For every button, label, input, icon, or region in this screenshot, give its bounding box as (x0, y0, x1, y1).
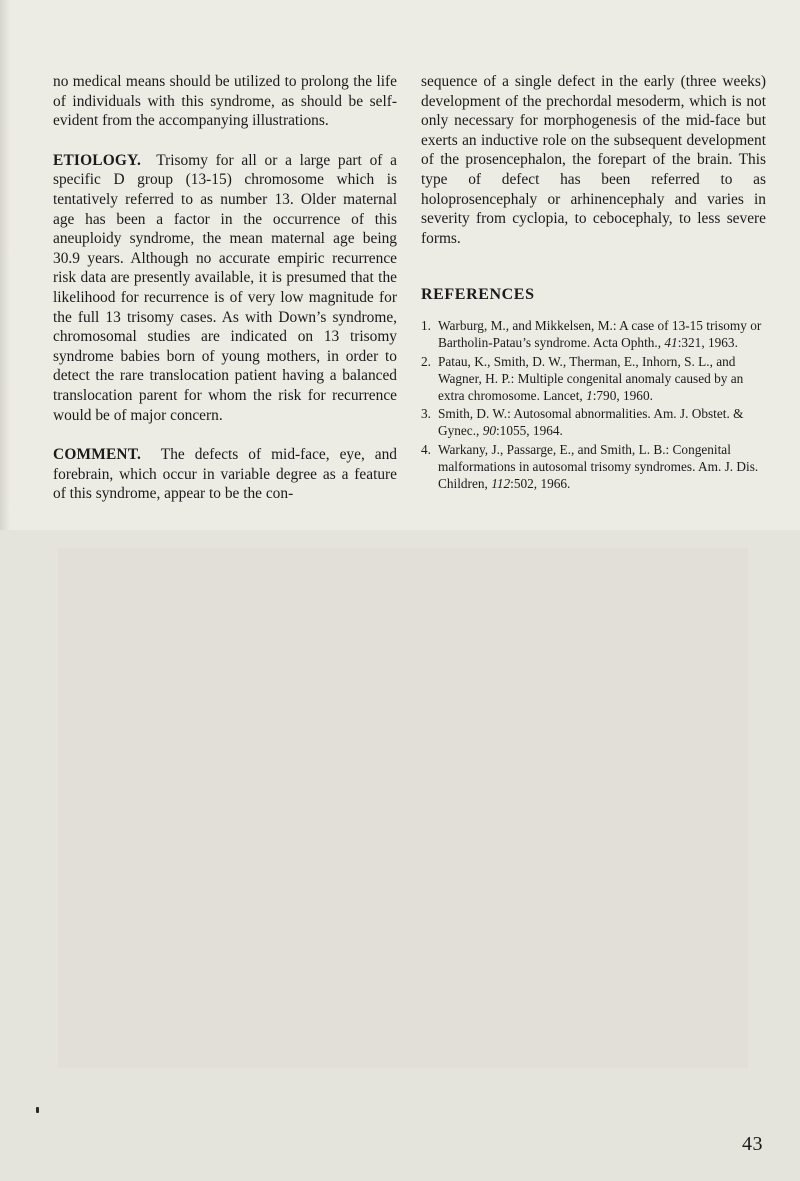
reference-volume: 1 (586, 387, 593, 403)
reference-number: 4. (421, 441, 431, 457)
reference-text: Smith, D. W.: Autosomal abnormalities. Am. J. Obstet. & Gynec., 90:1055, 1964. (438, 406, 744, 439)
reference-text: Warburg, M., and Mikkelsen, M.: A case of 13-15 trisomy or Bartholin-Patau’s syndrome. Acta Ophth., 41:321, 1963. (438, 318, 762, 351)
reference-number: 2. (421, 353, 431, 369)
faint-show-through-figure (58, 548, 748, 1068)
right-text-column (421, 72, 766, 494)
etiology-heading: ETIOLOGY. (53, 151, 142, 169)
references-list (421, 318, 766, 492)
page-number: 43 (742, 1133, 763, 1155)
etiology-text: Trisomy for all or a large part of a specific D group (13-15) chromosome which is tentatively referred to as number 13. Older maternal age has been a factor in the occurrence of this aneuploidy syndrome, the mean maternal age being 30.9 years. Although no accurate empiric recurrence risk data are presently available, it is presumed that the likelihood for recurrence is of very low magnitude for the full 13 trisomy cases. As with Down’s syndrome, chromosomal studies are indicated on 13 trisomy syndrome babies born of young mothers, in order to detect the rare translocation patient having a balanced translocation parent for whom the risk for recurrence would be of major concern. (53, 151, 397, 424)
references-heading: REFERENCES (421, 286, 535, 304)
reference-item (421, 354, 766, 404)
comment-continued-paragraph: sequence of a single defect in the early (three weeks) development of the prechordal mesoderm, which is not only necessary for morphogenesis of the mid-face but exerts an inductive role on the subsequent development of the prosencephalon, the forepart of the brain. This type of defect has been referred to as holoprosencephaly or arhinencephaly and varies in severity from cyclopia, to cebocephaly, to less severe forms. (421, 73, 766, 247)
reference-number: 3. (421, 406, 431, 422)
reference-item (421, 406, 766, 440)
etiology-paragraph (53, 151, 397, 425)
margin-mark (36, 1107, 39, 1113)
reference-volume: 112 (491, 475, 511, 491)
reference-text: Patau, K., Smith, D. W., Therman, E., Inhorn, S. L., and Wagner, H. P.: Multiple congenital anomaly caused by an extra chromosome. Lancet, 1:790, 1960. (438, 353, 744, 403)
left-text-column (53, 72, 397, 504)
comment-paragraph (53, 445, 397, 504)
reference-volume: 90 (482, 423, 496, 439)
intro-paragraph: no medical means should be utilized to prolong the life of individuals with this syndrome, as should be self-evident from the accompanying illustrations. (53, 73, 397, 130)
comment-text: The defects of mid-face, eye, and forebrain, which occur in variable degree as a feature of this syndrome, appear to be the con- (53, 446, 398, 503)
reference-text: Warkany, J., Passarge, E., and Smith, L. B.: Congenital malformations in autosomal trisomy syndromes. Am. J. Dis. Children, 112:502, 1966. (438, 441, 759, 491)
reference-item (421, 318, 766, 352)
comment-heading: COMMENT. (53, 446, 142, 464)
reference-number: 1. (421, 318, 431, 334)
reference-volume: 41 (664, 335, 678, 351)
reference-item (421, 442, 766, 492)
